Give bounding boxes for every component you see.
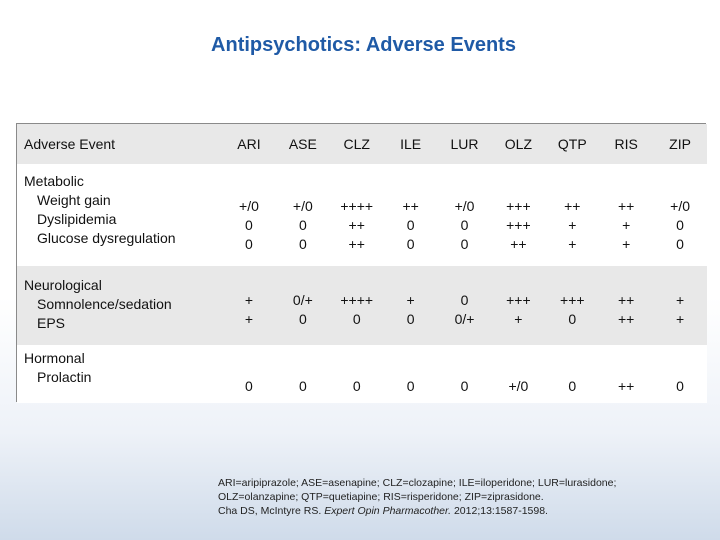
rating-value: 0 bbox=[460, 377, 469, 394]
rating-value: ++ bbox=[618, 310, 635, 327]
table-row-neurological bbox=[17, 266, 707, 345]
citation-authors: Cha DS, McIntyre RS. bbox=[218, 505, 322, 517]
rating-value: 0 bbox=[298, 310, 307, 327]
event-cell bbox=[17, 266, 222, 345]
value-cell-clz bbox=[330, 266, 384, 345]
rating-value: + bbox=[514, 310, 523, 327]
value-cell-qtp bbox=[545, 345, 599, 403]
rating-value: 0 bbox=[676, 216, 684, 233]
rating-value: 0 bbox=[352, 310, 361, 327]
value-cell-olz bbox=[491, 164, 545, 266]
rating-value: 0 bbox=[298, 377, 307, 394]
value-cell-ile bbox=[384, 164, 438, 266]
rating-value: + bbox=[622, 235, 631, 252]
value-cell-ris bbox=[599, 345, 653, 403]
rating-value: ++ bbox=[618, 377, 635, 394]
rating-value: 0 bbox=[406, 310, 415, 327]
rating-value: ++++ bbox=[340, 291, 374, 308]
value-cell-ase bbox=[276, 164, 330, 266]
rating-value: ++ bbox=[348, 235, 365, 252]
page-title: Antipsychotics: Adverse Events bbox=[211, 34, 516, 56]
table-header-row bbox=[17, 124, 707, 164]
event-cell bbox=[17, 345, 222, 403]
value-cell-lur bbox=[438, 164, 492, 266]
rating-value: +/0 bbox=[292, 197, 313, 214]
value-cell-ari bbox=[222, 345, 276, 403]
value-cell-qtp bbox=[545, 266, 599, 345]
table-body bbox=[17, 124, 707, 403]
table-row-metabolic bbox=[17, 164, 707, 266]
rating-value: + bbox=[244, 291, 254, 308]
event-label: Dyslipidemia bbox=[37, 211, 117, 227]
rating-value: 0 bbox=[676, 235, 684, 252]
value-cell-olz bbox=[491, 266, 545, 345]
rating-value: +++ bbox=[506, 197, 531, 214]
event-cell bbox=[17, 164, 222, 266]
event-label: EPS bbox=[37, 315, 66, 331]
header-drug-ari: ARI bbox=[237, 135, 261, 152]
rating-value: 0 bbox=[460, 235, 469, 252]
rating-value: +/0 bbox=[239, 197, 259, 214]
rating-value: 0 bbox=[406, 377, 415, 394]
header-drug-olz: OLZ bbox=[504, 135, 533, 152]
rating-value: ++ bbox=[564, 197, 581, 214]
event-label: Weight gain bbox=[37, 192, 111, 208]
header-drug-ris: RIS bbox=[614, 135, 638, 152]
value-cell-ile bbox=[384, 345, 438, 403]
footnote bbox=[218, 476, 713, 518]
table-row-hormonal bbox=[17, 345, 707, 403]
value-cell-zip bbox=[653, 345, 707, 403]
rating-value: ++ bbox=[402, 197, 419, 214]
rating-value: +/0 bbox=[508, 377, 529, 394]
rating-value: +++ bbox=[506, 216, 531, 233]
value-cell-olz bbox=[491, 345, 545, 403]
value-cell-ris bbox=[599, 164, 653, 266]
rating-value: +++ bbox=[506, 291, 531, 308]
rating-value: + bbox=[244, 310, 254, 327]
event-label: Prolactin bbox=[37, 369, 92, 385]
rating-value: 0/+ bbox=[454, 310, 475, 327]
footnote-line-1: ARI=aripiprazole; ASE=asenapine; CLZ=clozapine; ILE=iloperidone; LUR=lurasidone; bbox=[218, 477, 617, 489]
rating-value: + bbox=[406, 291, 415, 308]
rating-value: 0 bbox=[245, 377, 253, 394]
rating-value: + bbox=[675, 291, 685, 308]
rating-value: + bbox=[622, 216, 631, 233]
rating-value: ++ bbox=[618, 291, 635, 308]
rating-value: +/0 bbox=[454, 197, 475, 214]
rating-value: ++++ bbox=[340, 197, 374, 214]
rating-value: 0 bbox=[406, 235, 415, 252]
value-cell-ari bbox=[222, 266, 276, 345]
rating-value: 0 bbox=[568, 310, 577, 327]
citation-details: 2012;13:1587-1598. bbox=[453, 505, 548, 517]
rating-value: 0 bbox=[568, 377, 577, 394]
value-cell-ile bbox=[384, 266, 438, 345]
value-cell-zip bbox=[653, 266, 707, 345]
header-drug-clz: CLZ bbox=[343, 135, 370, 152]
rating-value: + bbox=[675, 310, 685, 327]
citation-journal: Expert Opin Pharmacother. bbox=[324, 505, 452, 517]
value-cell-lur bbox=[438, 266, 492, 345]
group-label: Hormonal bbox=[24, 350, 85, 366]
header-drug-qtp: QTP bbox=[557, 135, 587, 152]
rating-value: 0 bbox=[298, 235, 307, 252]
rating-value: 0 bbox=[245, 235, 253, 252]
rating-value: 0 bbox=[676, 377, 684, 394]
rating-value: + bbox=[568, 235, 577, 252]
value-cell-clz bbox=[330, 345, 384, 403]
value-cell-clz bbox=[330, 164, 384, 266]
value-cell-qtp bbox=[545, 164, 599, 266]
header-drug-zip: ZIP bbox=[669, 135, 691, 152]
event-label: Glucose dysregulation bbox=[37, 230, 176, 246]
value-cell-ase bbox=[276, 266, 330, 345]
rating-value: 0 bbox=[245, 216, 253, 233]
rating-value: ++ bbox=[618, 197, 635, 214]
header-drug-lur: LUR bbox=[450, 135, 479, 152]
header-adverse-event: Adverse Event bbox=[24, 135, 116, 152]
rating-value: ++ bbox=[510, 235, 527, 252]
rating-value: 0 bbox=[460, 291, 469, 308]
rating-value: ++ bbox=[348, 216, 365, 233]
rating-value: 0 bbox=[406, 216, 415, 233]
header-drug-ase: ASE bbox=[288, 135, 317, 152]
value-cell-ase bbox=[276, 345, 330, 403]
header-drug-ile: ILE bbox=[400, 135, 422, 152]
rating-value: 0/+ bbox=[292, 291, 313, 308]
footnote-citation bbox=[218, 504, 713, 518]
rating-value: 0 bbox=[352, 377, 361, 394]
value-cell-lur bbox=[438, 345, 492, 403]
footnote-line-2: OLZ=olanzapine; QTP=quetiapine; RIS=risperidone; ZIP=ziprasidone. bbox=[218, 491, 544, 503]
adverse-events-table bbox=[16, 123, 706, 402]
value-cell-ris bbox=[599, 266, 653, 345]
rating-value: + bbox=[568, 216, 577, 233]
rating-value: +/0 bbox=[670, 197, 690, 214]
group-label: Metabolic bbox=[24, 173, 84, 189]
rating-value: +++ bbox=[560, 291, 585, 308]
rating-value: 0 bbox=[298, 216, 307, 233]
group-label: Neurological bbox=[24, 277, 102, 293]
value-cell-zip bbox=[653, 164, 707, 266]
rating-value: 0 bbox=[460, 216, 469, 233]
value-cell-ari bbox=[222, 164, 276, 266]
event-label: Somnolence/sedation bbox=[37, 296, 172, 312]
